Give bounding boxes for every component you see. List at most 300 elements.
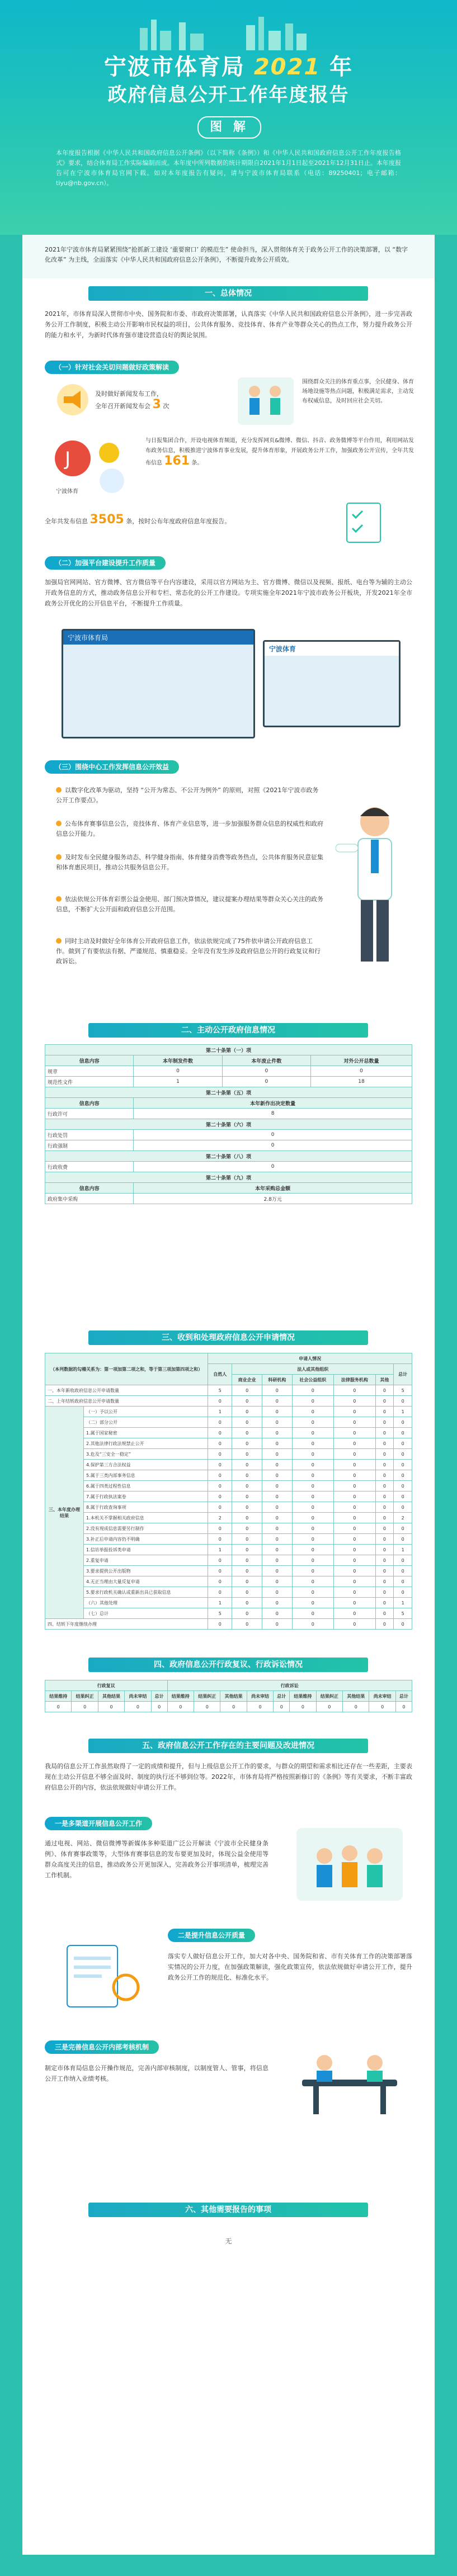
cell: 1	[208, 1407, 232, 1417]
cell: 0	[232, 1417, 262, 1428]
column-header: 本年新作出决定数量	[134, 1098, 412, 1109]
website-1-title: 宁波市体育局	[63, 631, 253, 645]
bullet-item	[56, 819, 324, 839]
cell: 0	[274, 1702, 290, 1712]
cell: 0	[125, 1702, 151, 1712]
cell: 0	[334, 1534, 376, 1545]
cell: 0	[167, 1702, 194, 1712]
title-part1: 宁波市体育局	[103, 54, 245, 80]
city-skyline-illustration	[0, 11, 457, 50]
cell: 1	[394, 1598, 412, 1608]
cell: 0	[375, 1470, 394, 1481]
cell: 0	[394, 1587, 412, 1598]
cell: 0	[394, 1396, 412, 1407]
cell: 0	[208, 1587, 232, 1598]
cell: 2	[394, 1513, 412, 1523]
cell: 0	[311, 1066, 412, 1077]
cell: 0	[292, 1438, 334, 1449]
column-header: 结果维持	[290, 1691, 316, 1702]
table-row	[45, 1385, 412, 1396]
hero-header	[0, 0, 457, 235]
cell: 0	[262, 1619, 292, 1630]
cell: 0	[375, 1566, 394, 1576]
row-label: 3.补正后申请内容仍不明确	[84, 1534, 208, 1545]
section3-title: 三、收到和处理政府信息公开申请情况	[88, 1330, 368, 1345]
column-header: 信息内容	[45, 1055, 134, 1066]
table-row	[45, 1470, 412, 1481]
table-body	[45, 1385, 412, 1630]
content-card	[22, 235, 435, 2555]
report-subtitle: 政府信息公开工作年度报告	[107, 84, 350, 106]
cell: 0	[290, 1702, 316, 1712]
cell: 0	[232, 1513, 262, 1523]
row-label: 3.危及“三安全一稳定”	[84, 1449, 208, 1460]
cell: 0	[292, 1598, 334, 1608]
table-row	[45, 1576, 412, 1587]
section6-title: 六、其他需要报告的事项	[88, 2203, 368, 2217]
table-row	[45, 1691, 412, 1702]
cell: 0	[334, 1417, 376, 1428]
column-header: 总计	[151, 1691, 167, 1702]
column-header: 行政复议	[45, 1680, 168, 1691]
cell: 0	[262, 1460, 292, 1470]
column-header: 自然人	[208, 1364, 232, 1385]
cell: 0	[292, 1428, 334, 1438]
row-label: 一、本年新收政府信息公开申请数量	[45, 1385, 208, 1396]
column-header: 商业企业	[232, 1375, 262, 1385]
cell: 0	[72, 1702, 98, 1712]
cell: 0	[208, 1470, 232, 1481]
stat-d-post: 条，按时公布年度政府信息年度报告。	[126, 518, 231, 525]
cell: 18	[311, 1077, 412, 1087]
cell: 0	[292, 1417, 334, 1428]
cell: 0	[334, 1460, 376, 1470]
cell: 0	[232, 1598, 262, 1608]
bullet-item	[56, 894, 324, 915]
cell: 0	[208, 1502, 232, 1513]
cell: 0	[334, 1428, 376, 1438]
cell: 0	[375, 1534, 394, 1545]
cell: 0	[232, 1502, 262, 1513]
table-row	[45, 1438, 412, 1449]
cell: 1	[394, 1407, 412, 1417]
cell: 0	[222, 1066, 310, 1077]
table-header: 第二十条第（一）项	[45, 1045, 412, 1055]
cell: 0	[334, 1407, 376, 1417]
stat-a-mid: 全年召开新闻发布会	[95, 402, 150, 410]
cell: 0	[262, 1545, 292, 1555]
column-header: 结果维持	[45, 1691, 72, 1702]
column-header: 对外公开总数量	[311, 1055, 412, 1066]
cell: 行政收费	[45, 1162, 134, 1172]
row-label: 二、上年结转政府信息公开申请数量	[45, 1396, 208, 1407]
stat-d-pre: 全年共发布信息	[45, 518, 88, 525]
table-header: 第二十条第（九）项	[45, 1172, 412, 1183]
checklist-illustration	[336, 500, 397, 545]
bullet-text: 以数字化改革为驱动，坚持 “公开为常态、不公开为例外” 的原则，对照《2021年宁波市政务公开工作要点》。	[56, 787, 319, 804]
cell: 0	[232, 1470, 262, 1481]
table-header: 第二十条第（五）项	[45, 1087, 412, 1098]
cell: 1	[208, 1598, 232, 1608]
row-label: 1.属于国家秘密	[84, 1428, 208, 1438]
cell: 0	[45, 1702, 72, 1712]
cell: 0	[292, 1385, 334, 1396]
cell: 0	[334, 1449, 376, 1460]
table-row	[45, 1598, 412, 1608]
cell: 0	[394, 1428, 412, 1438]
section2-title: 二、主动公开政府信息情况	[88, 1023, 368, 1038]
cell: 0	[232, 1438, 262, 1449]
cell: 0	[394, 1470, 412, 1481]
improvement-2-title: 二是提升信息公开质量	[168, 1929, 255, 1942]
column-header: 其他结果	[98, 1691, 124, 1702]
title-year: 2021	[253, 54, 321, 80]
table-row	[45, 1162, 412, 1172]
column-header: 法律服务机构	[334, 1375, 376, 1385]
cell: 0	[208, 1449, 232, 1460]
cell: 0	[375, 1428, 394, 1438]
cell: 0	[262, 1502, 292, 1513]
table-row	[45, 1608, 412, 1619]
illustrated-badge: 图 解	[197, 116, 261, 139]
cell: 0	[208, 1566, 232, 1576]
cell: 0	[262, 1428, 292, 1438]
column-header: 总计	[274, 1691, 290, 1702]
cell: 0	[262, 1481, 292, 1491]
cell: 0	[375, 1460, 394, 1470]
cell: 0	[375, 1438, 394, 1449]
table-row	[45, 1619, 412, 1630]
cell: 0	[394, 1438, 412, 1449]
row-label: 5.属于三类内部事务信息	[84, 1470, 208, 1481]
cell: 0	[232, 1566, 262, 1576]
cell: 0	[394, 1555, 412, 1566]
cell: 0	[262, 1396, 292, 1407]
cell: 0	[262, 1608, 292, 1619]
section1-sub2-title: （二）加强平台建设提升工作质量	[45, 556, 166, 570]
cell: 0	[334, 1438, 376, 1449]
row-label: 7.属于行政执法案卷	[84, 1491, 208, 1502]
section1-sub2-paragraph: 加强局官网网站、官方微博、官方微信等平台内容建设，采用以官方网站为主、官方微博、微信以及视频、报纸、电台等为辅的主动公开政务信息的方式，推动政务信息公开和专栏、常态化的公开工作建设。专项实施全年2021年宁波市政务公开板块，开发2021年全市政务公开优化的公开信息平台，不断提升工作质量。	[45, 579, 412, 607]
cell: 规章	[45, 1066, 134, 1077]
bullet-dot-icon	[56, 821, 62, 826]
cell: 0	[292, 1555, 334, 1566]
cell: 0	[232, 1428, 262, 1438]
cell: 0	[394, 1460, 412, 1470]
cell: 0	[194, 1702, 220, 1712]
cell: 0	[375, 1619, 394, 1630]
cell: 0	[394, 1491, 412, 1502]
table-row	[45, 1407, 412, 1417]
bullet-text: 依法依规公开体育彩票公益金使用、部门预决算情况，建议提案办理结果等群众关心关注的政务信息，不断扩大公开面和政府信息公开范围。	[56, 896, 323, 913]
bullet-text: 公布体育赛事信息公告，竞技体育、体育产业信息等，进一步加强服务群众信息的权威性和政府信息公开能力。	[56, 820, 323, 837]
table-row	[45, 1396, 412, 1407]
row-label: 2.其他法律行政法规禁止公开	[84, 1438, 208, 1449]
row-label: 2.没有现成信息需要另行制作	[84, 1523, 208, 1534]
stat-c-pre: 与日报集团合作，开设电视体育频道，充分发挥网页&微博、微信、抖音、政务微博等平台作用，利用网站发布政务信息，积极推进宁波体育事业发展，提升体育形象，开展政务公开工作，加强政务公开宣传，全年共发布信息	[145, 438, 414, 466]
cell: 0	[292, 1513, 334, 1523]
cell: 0	[334, 1608, 376, 1619]
cell: 0	[375, 1576, 394, 1587]
cell: 0	[334, 1470, 376, 1481]
bullet-dot-icon	[56, 854, 62, 860]
stat-press-conference	[95, 389, 218, 411]
cell: 0	[208, 1481, 232, 1491]
cell: 0	[208, 1576, 232, 1587]
table-row	[45, 1534, 412, 1545]
cell: 0	[292, 1587, 334, 1598]
cell: 0	[292, 1407, 334, 1417]
cell: 0	[292, 1566, 334, 1576]
row-label: 3.要求提供公开出版物	[84, 1566, 208, 1576]
cell: 0	[262, 1587, 292, 1598]
cell: 0	[292, 1576, 334, 1587]
meeting-illustration	[291, 2035, 408, 2124]
bullet-item	[56, 853, 324, 873]
row-label: 2.重复申请	[84, 1555, 208, 1566]
stat-d-number: 3505	[89, 513, 124, 527]
table-row	[45, 1481, 412, 1491]
table-row	[45, 1502, 412, 1513]
cell: 0	[292, 1396, 334, 1407]
website-screenshot-2	[263, 640, 401, 727]
cell: 0	[334, 1385, 376, 1396]
intro-text: 本年度报告根据《中华人民共和国政府信息公开条例》（以下简称《条例》）和《中华人民共和国政府信息公开工作年度报告格式》要求，结合体育局工作实际编制而成。本年度中所列数据的统计期限自2021年1月1日起至2021年12月31日止。本年度报告可在宁波市体育局官网下载。如对本年度报告有疑问，请与宁波市体育局联系（电话：89250401；电子邮箱：tiyu@nb.gov.cn）。	[56, 149, 401, 187]
cell: 0	[334, 1491, 376, 1502]
row-group-label: 三、本年度办理结果	[45, 1407, 84, 1619]
cell: 0	[334, 1555, 376, 1566]
cell: 5	[208, 1385, 232, 1396]
report-title	[0, 49, 457, 81]
cell: 0	[262, 1566, 292, 1576]
table-row	[45, 1587, 412, 1598]
cell: 0	[375, 1523, 394, 1534]
table-row	[45, 1513, 412, 1523]
row-label: 6.属于四类过程性信息	[84, 1481, 208, 1491]
bullet-item	[56, 785, 324, 806]
cell: 0	[394, 1619, 412, 1630]
cell: 0	[394, 1481, 412, 1491]
table-row	[45, 1491, 412, 1502]
column-header: 结果纠正	[72, 1691, 98, 1702]
bullet-dot-icon	[56, 896, 62, 902]
cell: 0	[262, 1576, 292, 1587]
cell: 0	[134, 1130, 412, 1140]
cell: 0	[232, 1460, 262, 1470]
cell: 0	[232, 1608, 262, 1619]
cell: 0	[262, 1555, 292, 1566]
cell: 1	[134, 1077, 222, 1087]
cell: 0	[292, 1460, 334, 1470]
column-header: （本列数据的勾稽关系为：第一项加第二项之和，等于第三项加第四项之和）	[45, 1353, 208, 1385]
stat-a-unit: 次	[163, 402, 169, 410]
row-label: 四、结转下年度继续办理	[45, 1619, 208, 1630]
cell: 行政处罚	[45, 1130, 134, 1140]
cell: 0	[208, 1555, 232, 1566]
row-label: 5.要求行政机关确认或重新出具已获取信息	[84, 1587, 208, 1598]
cell: 0	[375, 1513, 394, 1523]
sports-people-illustration	[235, 375, 296, 428]
cell: 0	[208, 1523, 232, 1534]
cell: 0	[375, 1598, 394, 1608]
table-row	[45, 1449, 412, 1460]
cell: 0	[262, 1417, 292, 1428]
section5-title: 五、政府信息公开工作存在的主要问题及改进情况	[88, 1739, 368, 1753]
cell: 0	[262, 1513, 292, 1523]
cell: 0	[292, 1619, 334, 1630]
cell: 0	[98, 1702, 124, 1712]
cell: 0	[134, 1066, 222, 1077]
cell: 0	[375, 1396, 394, 1407]
column-header: 本年采购总金额	[134, 1183, 412, 1194]
cell: 0	[262, 1491, 292, 1502]
column-header: 结果纠正	[194, 1691, 220, 1702]
cell: 1	[394, 1545, 412, 1555]
cell: 0	[208, 1417, 232, 1428]
column-header: 科研机构	[262, 1375, 292, 1385]
cell: 0	[232, 1481, 262, 1491]
cell: 0	[334, 1502, 376, 1513]
cell: 0	[316, 1702, 342, 1712]
cell: 0	[394, 1417, 412, 1428]
cell: 0	[292, 1481, 334, 1491]
improvement-2-text: 落实专人做好信息公开工作，加大对各中央、国务院和省、市有关体育工作的决策部署落实情况的公开力度，在加强政策解读，强化政策宣传，依法依规做好申请公开工作，提升政务公开工作的规范化、标准化水平。	[168, 1953, 412, 1981]
column-header: 结果纠正	[316, 1691, 342, 1702]
bullet-text: 同时主动及时做好全年体育公开政府信息工作，依法依规完成了75件依申请公开政府信息工作。做到了有要依法有据、严谨规范、慎重稳妥。全年没有发生涉及政府信息公开的行政复议和行政诉讼。	[56, 937, 321, 965]
improvement-1-title: 一是多渠道开展信息公开工作	[45, 1817, 152, 1830]
table-row	[45, 1417, 412, 1428]
row-label: （六）其他处理	[84, 1598, 208, 1608]
column-header: 本年废止件数	[222, 1055, 310, 1066]
title-part2: 年	[329, 54, 354, 80]
row-label: （七）总计	[84, 1608, 208, 1619]
column-header: 尚未审结	[369, 1691, 395, 1702]
cell: 0	[292, 1502, 334, 1513]
column-header: 其他结果	[343, 1691, 369, 1702]
cell: 0	[262, 1534, 292, 1545]
cell: 0	[232, 1407, 262, 1417]
column-header: 总计	[394, 1364, 412, 1385]
table-row	[45, 1140, 412, 1151]
improvement-3-title: 三是完善信息公开内部考核机制	[45, 2040, 159, 2054]
cell: 0	[262, 1407, 292, 1417]
cell: 0	[395, 1702, 412, 1712]
cell: 0	[247, 1702, 273, 1712]
table-row	[45, 1523, 412, 1534]
cell: 0	[375, 1449, 394, 1460]
cell: 0	[262, 1470, 292, 1481]
table-proactive-disclosure	[45, 1044, 412, 1204]
cell: 0	[232, 1491, 262, 1502]
cell: 0	[232, 1545, 262, 1555]
column-header: 结果维持	[167, 1691, 194, 1702]
table-row	[45, 1194, 412, 1204]
bullet-dot-icon	[56, 787, 62, 793]
cell: 0	[292, 1491, 334, 1502]
table-row	[45, 1702, 412, 1712]
cell: 0	[334, 1566, 376, 1576]
cell: 0	[375, 1385, 394, 1396]
cell: 0	[232, 1396, 262, 1407]
cell: 0	[262, 1438, 292, 1449]
cell: 0	[208, 1491, 232, 1502]
team-illustration	[291, 1822, 408, 1906]
table-row	[45, 1460, 412, 1470]
column-header: 尚未审结	[247, 1691, 273, 1702]
column-header: 申请人情况	[208, 1353, 412, 1364]
cell: 0	[134, 1162, 412, 1172]
cell: 0	[394, 1523, 412, 1534]
cell: 0	[232, 1449, 262, 1460]
preface-box	[22, 235, 435, 278]
column-header: 其他结果	[220, 1691, 247, 1702]
section4-title: 四、政府信息公开行政复议、行政诉讼情况	[88, 1658, 368, 1672]
cell: 0	[292, 1608, 334, 1619]
cell: 0	[262, 1385, 292, 1396]
cell: 行政许可	[45, 1109, 134, 1119]
section6-text: 无	[225, 2237, 232, 2245]
cell: 0	[208, 1460, 232, 1470]
cell: 0	[375, 1491, 394, 1502]
cell: 规范性文件	[45, 1077, 134, 1087]
cell: 0	[375, 1407, 394, 1417]
cell: 0	[334, 1396, 376, 1407]
cell: 8	[134, 1109, 412, 1119]
cell: 0	[334, 1513, 376, 1523]
stat-total-info	[45, 514, 291, 527]
row-label: 1.本机关不掌握相关政府信息	[84, 1513, 208, 1523]
cell: 0	[232, 1534, 262, 1545]
improvement-3-text: 制定市体育局信息公开操作规范，完善内部审核制度，以制度管人、管事，将信息公开工作纳入业绩考核。	[45, 2064, 268, 2082]
bullet-dot-icon	[56, 938, 62, 944]
column-header: 行政诉讼	[167, 1680, 412, 1691]
cell: 0	[292, 1523, 334, 1534]
cell: 0	[394, 1566, 412, 1576]
row-label: 4.保护第三方合法权益	[84, 1460, 208, 1470]
cell: 0	[394, 1576, 412, 1587]
table-review-litigation	[45, 1680, 412, 1712]
stat-a-number: 3	[152, 397, 161, 411]
website-2-title: 宁波体育	[265, 642, 399, 656]
section1-title: 一、总体情况	[88, 286, 368, 301]
cell: 5	[208, 1608, 232, 1619]
column-header: 尚未审结	[125, 1691, 151, 1702]
stat-media-platforms	[145, 436, 414, 468]
table-row	[45, 1066, 412, 1077]
cell: 5	[394, 1608, 412, 1619]
cell: 0	[208, 1619, 232, 1630]
cell: 0	[375, 1502, 394, 1513]
cell: 政府集中采购	[45, 1194, 134, 1204]
stat-c-number: 161	[164, 454, 190, 468]
table-row	[45, 1109, 412, 1119]
cell: 0	[292, 1534, 334, 1545]
cell: 0	[220, 1702, 247, 1712]
table-row	[45, 1130, 412, 1140]
svg-text:J: J	[65, 448, 71, 470]
row-label: 8.属于行政查询事项	[84, 1502, 208, 1513]
cell: 0	[394, 1502, 412, 1513]
cell: 1	[208, 1545, 232, 1555]
cell: 0	[375, 1481, 394, 1491]
table-header: 第二十条第（八）项	[45, 1151, 412, 1162]
table-row	[45, 1545, 412, 1555]
cell: 0	[375, 1417, 394, 1428]
row-label: （一）予以公开	[84, 1407, 208, 1417]
cell: 0	[134, 1140, 412, 1151]
cell: 0	[334, 1545, 376, 1555]
cell: 0	[232, 1385, 262, 1396]
